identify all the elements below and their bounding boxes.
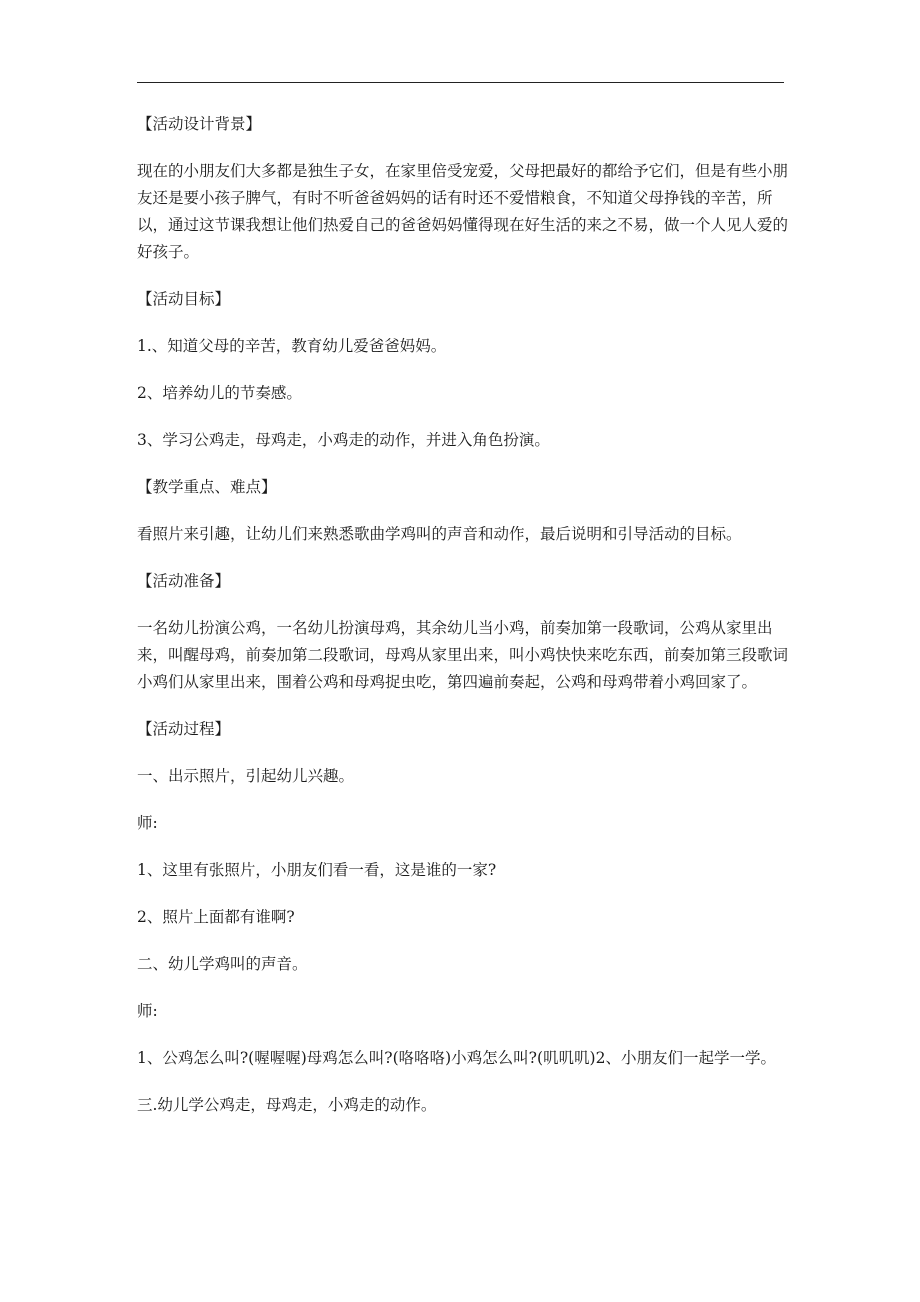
section-heading-preparation: 【活动准备】 xyxy=(137,572,231,590)
goal-item-3: 3、学习公鸡走，母鸡走，小鸡走的动作，并进入角色扮演。 xyxy=(137,431,550,449)
section-heading-background: 【活动设计背景】 xyxy=(137,115,262,133)
section-heading-goals: 【活动目标】 xyxy=(137,290,231,308)
paragraph-key-points: 看照片来引趣，让幼儿们来熟悉歌曲学鸡叫的声音和动作，最后说明和引导活动的目标。 xyxy=(137,525,742,543)
question-3: 1、公鸡怎么叫?(喔喔喔)母鸡怎么叫?(咯咯咯)小鸡怎么叫?(叽叽叽)2、小朋友们一起学一学。 xyxy=(137,1049,776,1067)
teacher-label-1: 师: xyxy=(137,814,158,832)
paragraph-preparation: 一名幼儿扮演公鸡，一名幼儿扮演母鸡，其余幼儿当小鸡，前奏加第一段歌词，公鸡从家里出来，叫醒母鸡，前奏加第二段歌词，母鸡从家里出来，叫小鸡快快来吃东西，前奏加第三段歌词小鸡们从家里出来，围着公鸡和母鸡捉虫吃，第四遍前奏起，公鸡和母鸡带着小鸡回家了。 xyxy=(137,619,789,691)
goal-item-1: 1.、知道父母的辛苦，教育幼儿爱爸爸妈妈。 xyxy=(137,337,447,355)
question-2: 2、照片上面都有谁啊? xyxy=(137,908,295,926)
process-step-1: 一、出示照片，引起幼儿兴趣。 xyxy=(137,767,355,785)
process-step-2: 二、幼儿学鸡叫的声音。 xyxy=(137,955,308,973)
header-rule xyxy=(137,82,784,83)
teacher-label-2: 师: xyxy=(137,1002,158,1020)
section-heading-key-points: 【教学重点、难点】 xyxy=(137,478,277,496)
document-body xyxy=(137,111,797,1139)
question-1: 1、这里有张照片，小朋友们看一看，这是谁的一家? xyxy=(137,861,497,879)
process-step-3: 三.幼儿学公鸡走，母鸡走，小鸡走的动作。 xyxy=(137,1096,437,1114)
goal-item-2: 2、培养幼儿的节奏感。 xyxy=(137,384,302,402)
paragraph-background: 现在的小朋友们大多都是独生子女，在家里倍受宠爱，父母把最好的都给予它们，但是有些小朋友还是要小孩子脾气，有时不听爸爸妈妈的话有时还不爱惜粮食，不知道父母挣钱的辛苦，所以，通过这节课我想让他们热爱自己的爸爸妈妈懂得现在好生活的来之不易，做一个人见人爱的好孩子。 xyxy=(137,162,789,261)
section-heading-process: 【活动过程】 xyxy=(137,720,231,738)
